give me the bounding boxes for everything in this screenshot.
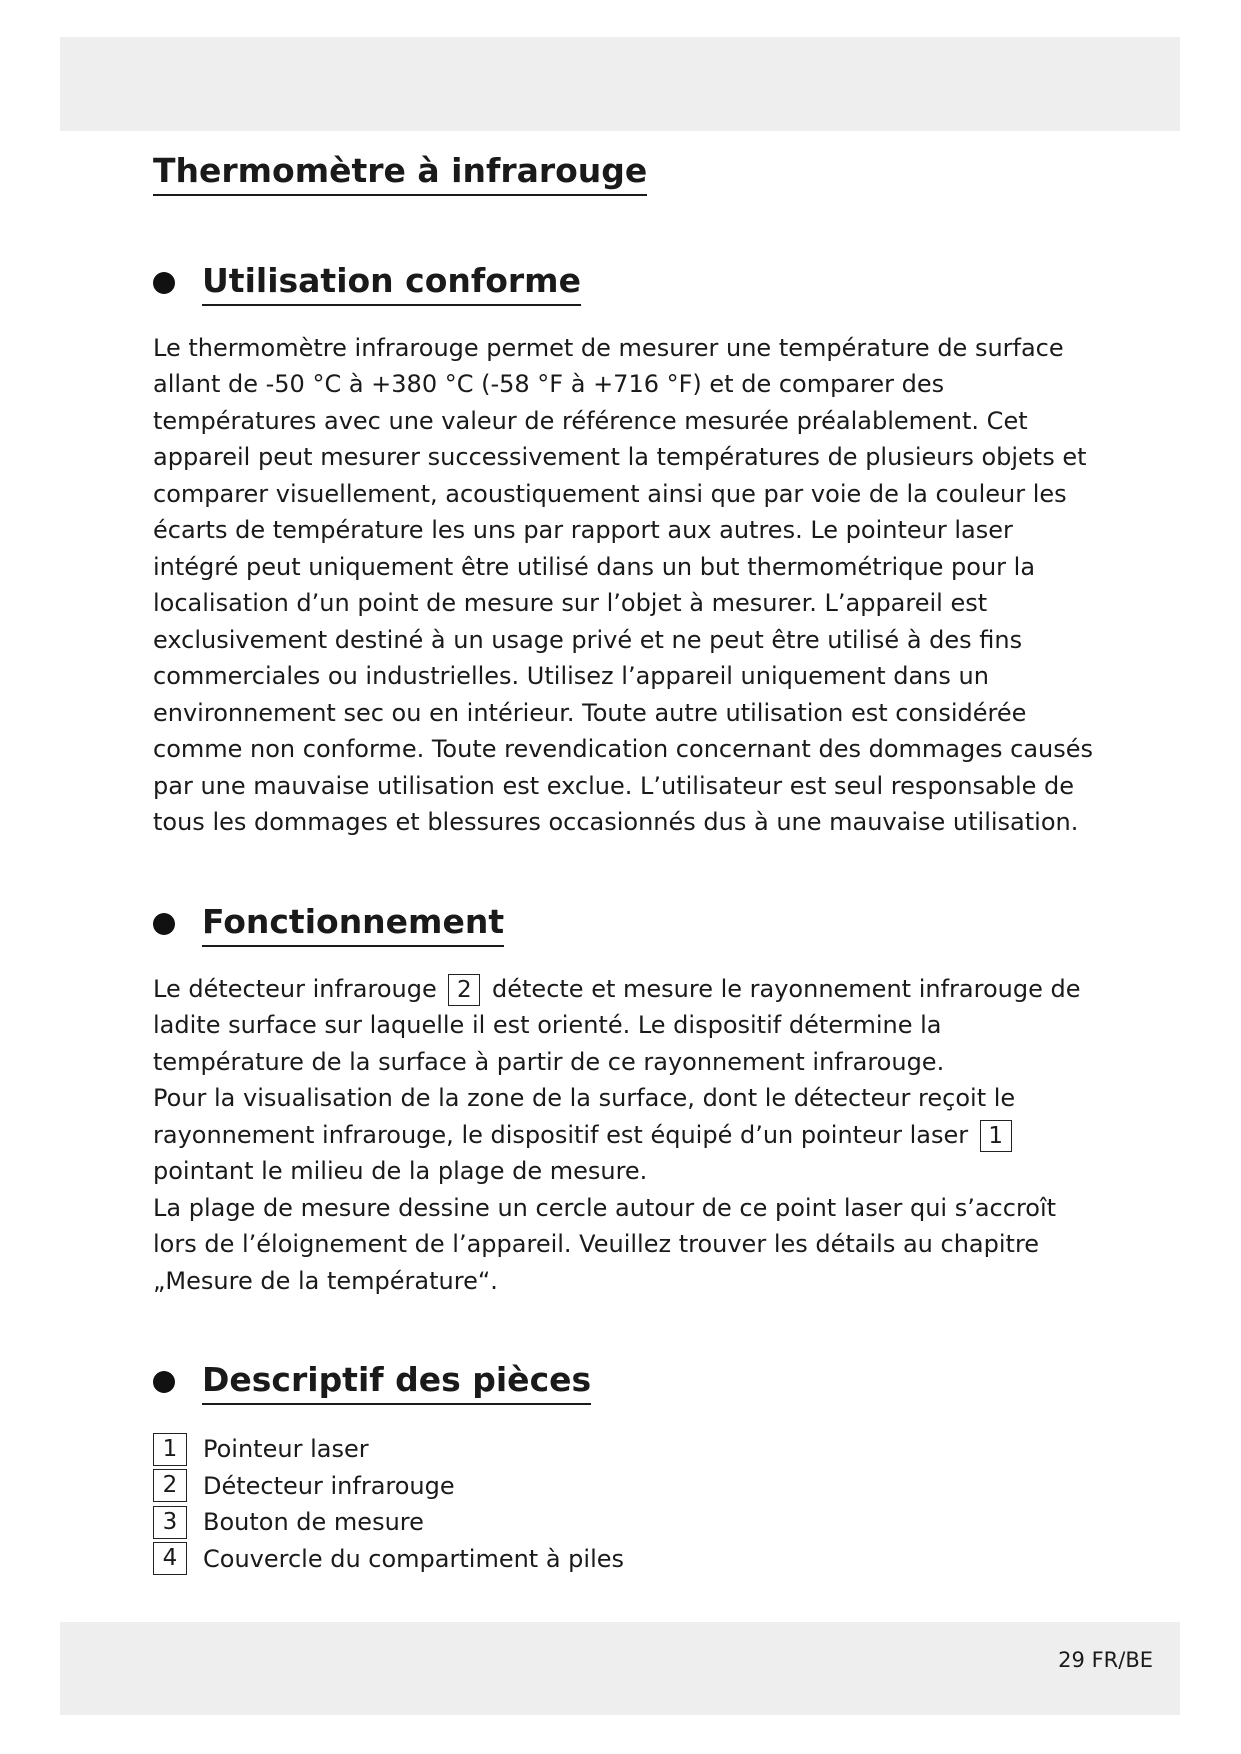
- bullet-icon: [153, 1371, 175, 1393]
- part-number-box: 2: [153, 1469, 187, 1502]
- text-run: détecte et mesure le rayonnement infrarouge de ladite surface sur laquelle il est orienté. Le dispositif détermine la température de la surface à partir de ce rayonnement infrarouge.: [153, 974, 1081, 1076]
- parts-list: [153, 1431, 1093, 1577]
- section-title: Utilisation conforme: [202, 260, 581, 306]
- part-ref-box: 2: [448, 974, 480, 1006]
- fonctionnement-paragraph-2: [153, 1080, 1093, 1190]
- list-item: [153, 1468, 1093, 1505]
- bullet-icon: [153, 913, 175, 935]
- text-run: Pour la visualisation de la zone de la surface, dont le détecteur reçoit le rayonnement infrarouge, le dispositif est équipé d’un pointeur laser: [153, 1084, 1016, 1149]
- part-number-box: 3: [153, 1506, 187, 1539]
- part-number-box: 4: [153, 1542, 187, 1575]
- section-title: Descriptif des pièces: [202, 1359, 591, 1405]
- text-run: pointant le milieu de la plage de mesure.: [153, 1157, 648, 1186]
- part-label: Pointeur laser: [203, 1435, 369, 1464]
- part-number-box: 1: [153, 1433, 187, 1466]
- footer-band: [60, 1622, 1180, 1715]
- section-title: Fonctionnement: [202, 901, 504, 947]
- page-title: Thermomètre à infrarouge: [153, 150, 647, 196]
- header-band: [60, 37, 1180, 131]
- page-content: [153, 150, 1093, 1577]
- fonctionnement-paragraph-3: La plage de mesure dessine un cercle autour de ce point laser qui s’accroît lors de l’éloignement de l’appareil. Veuillez trouver les détails au chapitre „Mesure de la température“.: [153, 1193, 1057, 1295]
- section-heading-utilisation: [153, 260, 1093, 306]
- part-label: Détecteur infrarouge: [203, 1471, 455, 1500]
- list-item: [153, 1431, 1093, 1468]
- list-item: [153, 1541, 1093, 1578]
- utilisation-paragraph: Le thermomètre infrarouge permet de mesurer une température de surface allant de -50 °C à +380 °C (-58 °F à +716 °F) et de comparer des températures avec une valeur de référence mesurée préalablement. Cet appareil peut mesurer successivement la températures de plusieurs objets et comparer visuellement, acoustiquement ainsi que par voie de la couleur les écarts de température les uns par rapport aux autres. Le pointeur laser intégré peut uniquement être utilisé dans un but thermométrique pour la localisation d’un point de mesure sur l’objet à mesurer. L’appareil est exclusivement destiné à un usage privé et ne peut être utilisé à des fins commerciales ou industrielles. Utilisez l’appareil uniquement dans un environnement sec ou en intérieur. Toute autre utilisation est considérée comme non conforme. Toute revendication concernant des dommages causés par une mauvaise utilisation est exclue. L’utilisateur est seul responsable de tous les dommages et blessures occasionnés dus à une mauvaise utilisation.: [153, 333, 1094, 837]
- part-ref-box: 1: [980, 1120, 1012, 1152]
- part-label: Couvercle du compartiment à piles: [203, 1544, 625, 1573]
- bullet-icon: [153, 272, 175, 294]
- list-item: [153, 1504, 1093, 1541]
- section-heading-fonctionnement: [153, 901, 1093, 947]
- part-label: Bouton de mesure: [203, 1508, 424, 1537]
- section-heading-descriptif: [153, 1359, 1093, 1405]
- page-number: 29 FR/BE: [1058, 1648, 1153, 1672]
- fonctionnement-paragraph-1: [153, 971, 1093, 1081]
- text-run: Le détecteur infrarouge: [153, 974, 437, 1003]
